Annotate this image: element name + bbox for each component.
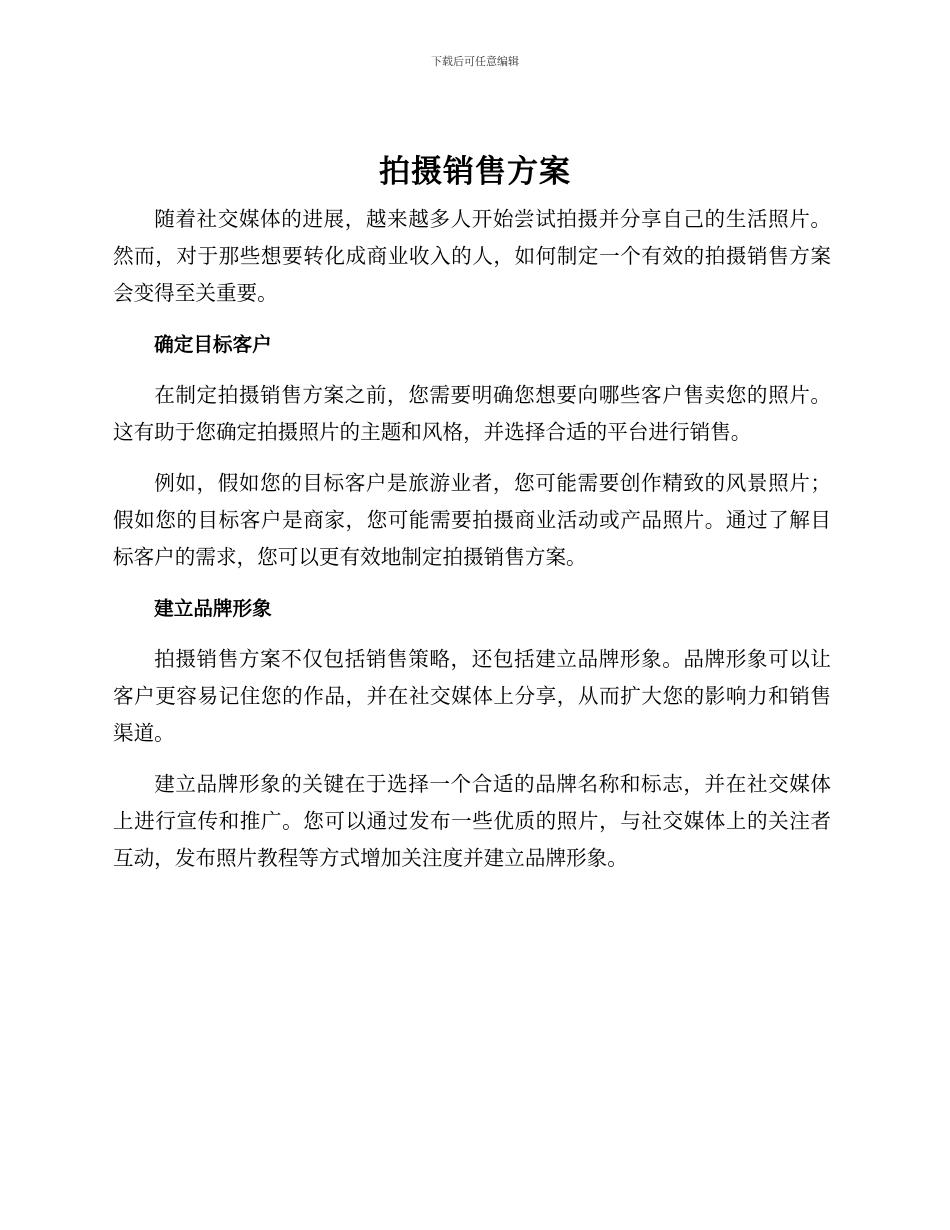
intro-paragraph: 随着社交媒体的进展，越来越多人开始尝试拍摄并分享自己的生活照片。然而，对于那些想要转化成商业收入的人，如何制定一个有效的拍摄销售方案会变得至关重要。: [113, 207, 831, 305]
document-title: 拍摄销售方案: [379, 154, 571, 190]
paragraph: 例如，假如您的目标客户是旅游业者，您可能需要创作精致的风景照片；假如您的目标客户是商家，您可能需要拍摄商业活动或产品照片。通过了解目标客户的需求，您可以更有效地制定拍摄销售方案。: [113, 471, 831, 569]
section-heading-target-customers: 确定目标客户: [154, 333, 272, 356]
document-body: [113, 201, 831, 891]
paragraph: 建立品牌形象的关键在于选择一个合适的品牌名称和标志，并在社交媒体上进行宣传和推广。您可以通过发布一些优质的照片，与社交媒体上的关注者互动，发布照片教程等方式增加关注度并建立品牌形象。: [113, 772, 831, 870]
header-note: 下载后可任意编辑: [431, 55, 519, 68]
paragraph: 在制定拍摄销售方案之前，您需要明确您想要向哪些客户售卖您的照片。这有助于您确定拍摄照片的主题和风格，并选择合适的平台进行销售。: [113, 383, 831, 444]
paragraph: 拍摄销售方案不仅包括销售策略，还包括建立品牌形象。品牌形象可以让客户更容易记住您的作品，并在社交媒体上分享，从而扩大您的影响力和销售渠道。: [113, 647, 831, 745]
section-heading-brand-image: 建立品牌形象: [154, 597, 272, 620]
